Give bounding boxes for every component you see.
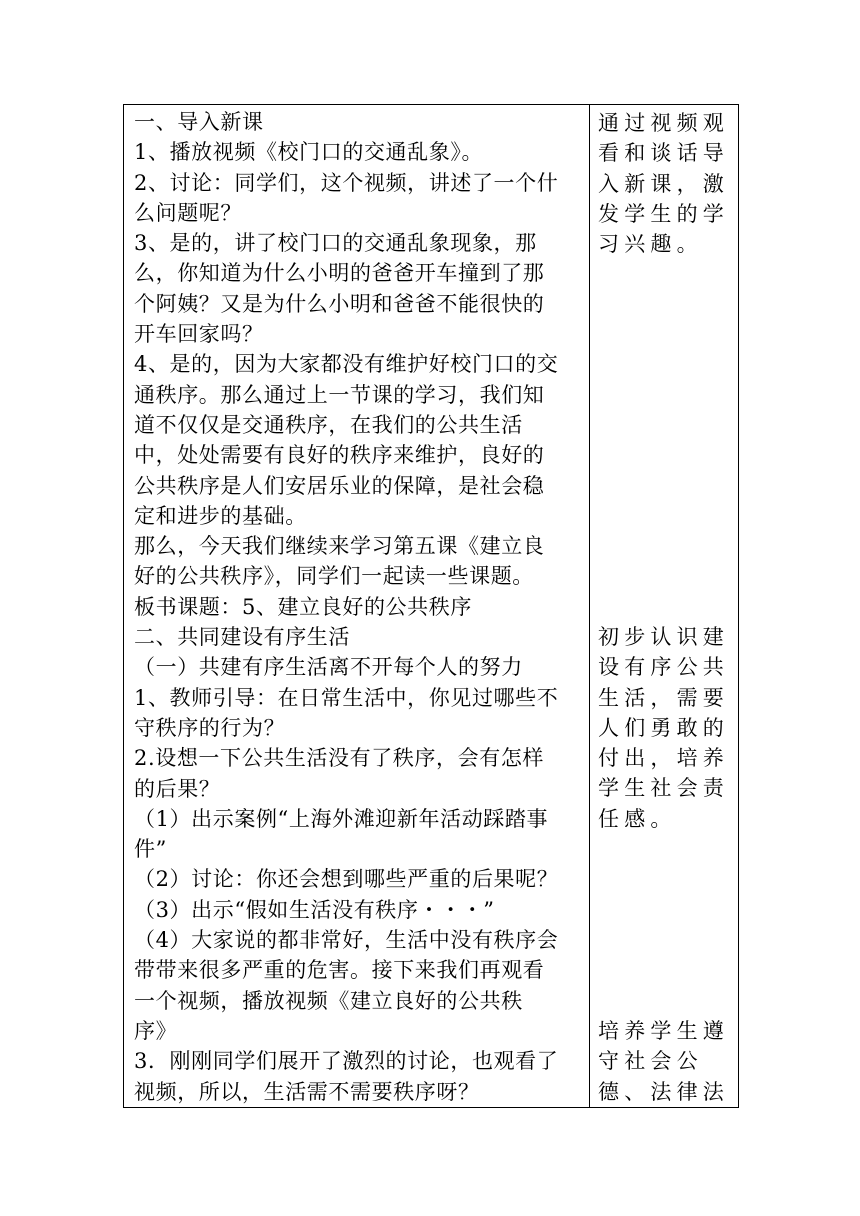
design-intent-cell bbox=[590, 105, 739, 1108]
design-note-line: 设有序公共 bbox=[598, 655, 729, 680]
text-line: 3、是的，讲了校门口的交通乱象现象，那 bbox=[134, 231, 537, 256]
text-line: （1）出示案例“上海外滩迎新年活动踩踏事 bbox=[134, 806, 549, 831]
text-line: 公共秩序是人们安居乐业的保障，是社会稳 bbox=[134, 473, 545, 498]
text-line: 板书课题：5、建立良好的公共秩序 bbox=[134, 594, 472, 619]
design-note-line: 守社会公 bbox=[598, 1049, 703, 1074]
text-line: 个阿姨？又是为什么小明和爸爸不能很快的 bbox=[134, 291, 545, 316]
lesson-plan-table bbox=[123, 104, 739, 1108]
teaching-process-text bbox=[124, 105, 589, 1107]
text-line: （4）大家说的都非常好，生活中没有秩序会 bbox=[134, 928, 559, 953]
text-line: （2）讨论：你还会想到哪些严重的后果呢？ bbox=[134, 867, 559, 892]
text-line: 那么，今天我们继续来学习第五课《建立良 bbox=[134, 534, 545, 559]
design-note-line: 看和谈话导 bbox=[598, 141, 729, 166]
text-line: 2、讨论：同学们，这个视频，讲述了一个什 bbox=[134, 170, 559, 195]
text-line: 二、共同建设有序生活 bbox=[134, 625, 350, 650]
text-line: （一）共建有序生活离不开每个人的努力 bbox=[134, 655, 523, 680]
text-line: 3．刚刚同学们展开了激烈的讨论，也观看了 bbox=[134, 1049, 559, 1074]
text-line: 视频，所以，生活需不需要秩序呀？ bbox=[134, 1079, 480, 1104]
design-note-line: 初步认识建 bbox=[598, 625, 729, 649]
design-note-line: 付出，培养 bbox=[598, 746, 729, 771]
design-note-line: 发学生的学 bbox=[598, 201, 729, 226]
text-line: 4、是的，因为大家都没有维护好校门口的交 bbox=[134, 352, 559, 377]
text-line: 一、导入新课 bbox=[134, 110, 264, 134]
text-line: 通秩序。那么通过上一节课的学习，我们知 bbox=[134, 382, 545, 407]
design-note-line: 人们勇敢的 bbox=[598, 715, 729, 740]
design-note-line: 德、法律法 bbox=[598, 1079, 729, 1104]
text-line: 件” bbox=[134, 837, 167, 862]
text-line: 么，你知道为什么小明的爸爸开车撞到了那 bbox=[134, 261, 545, 286]
text-line: 中，处处需要有良好的秩序来维护，良好的 bbox=[134, 443, 545, 468]
design-note-3 bbox=[598, 1016, 734, 1107]
text-line: 2.设想一下公共生活没有了秩序，会有怎样 bbox=[134, 746, 545, 771]
design-note-line: 生活，需要 bbox=[598, 685, 729, 710]
text-line: 带带来很多严重的危害。接下来我们再观看 bbox=[134, 958, 545, 983]
text-line: （3）出示“假如生活没有秩序・・・” bbox=[134, 897, 495, 922]
design-note-2 bbox=[598, 622, 734, 834]
text-line: 序》 bbox=[134, 1018, 178, 1043]
text-line: 的后果？ bbox=[134, 776, 221, 801]
design-note-line: 入新课，激 bbox=[598, 171, 729, 196]
design-note-line: 培养学生遵 bbox=[598, 1019, 729, 1043]
design-note-1 bbox=[598, 108, 734, 259]
text-line: 开车回家吗？ bbox=[134, 322, 264, 347]
design-note-line: 通过视频观 bbox=[598, 111, 729, 135]
teaching-process-cell bbox=[124, 105, 590, 1108]
text-line: 守秩序的行为？ bbox=[134, 715, 286, 740]
design-note-line: 学生社会责 bbox=[598, 776, 729, 801]
design-note-line: 任感。 bbox=[598, 806, 677, 831]
text-line: 1、播放视频《校门口的交通乱象》。 bbox=[134, 140, 484, 165]
design-note-line: 习兴趣。 bbox=[598, 232, 703, 257]
text-line: 一个视频，播放视频《建立良好的公共秩 bbox=[134, 988, 523, 1013]
text-line: 1、教师引导：在日常生活中，你见过哪些不 bbox=[134, 685, 559, 710]
text-line: 定和进步的基础。 bbox=[134, 503, 307, 528]
text-line: 道不仅仅是交通秩序，在我们的公共生活 bbox=[134, 412, 523, 437]
text-line: 么问题呢？ bbox=[134, 200, 242, 225]
table-row bbox=[124, 105, 739, 1108]
text-line: 好的公共秩序》，同学们一起读一些课题。 bbox=[134, 564, 534, 589]
